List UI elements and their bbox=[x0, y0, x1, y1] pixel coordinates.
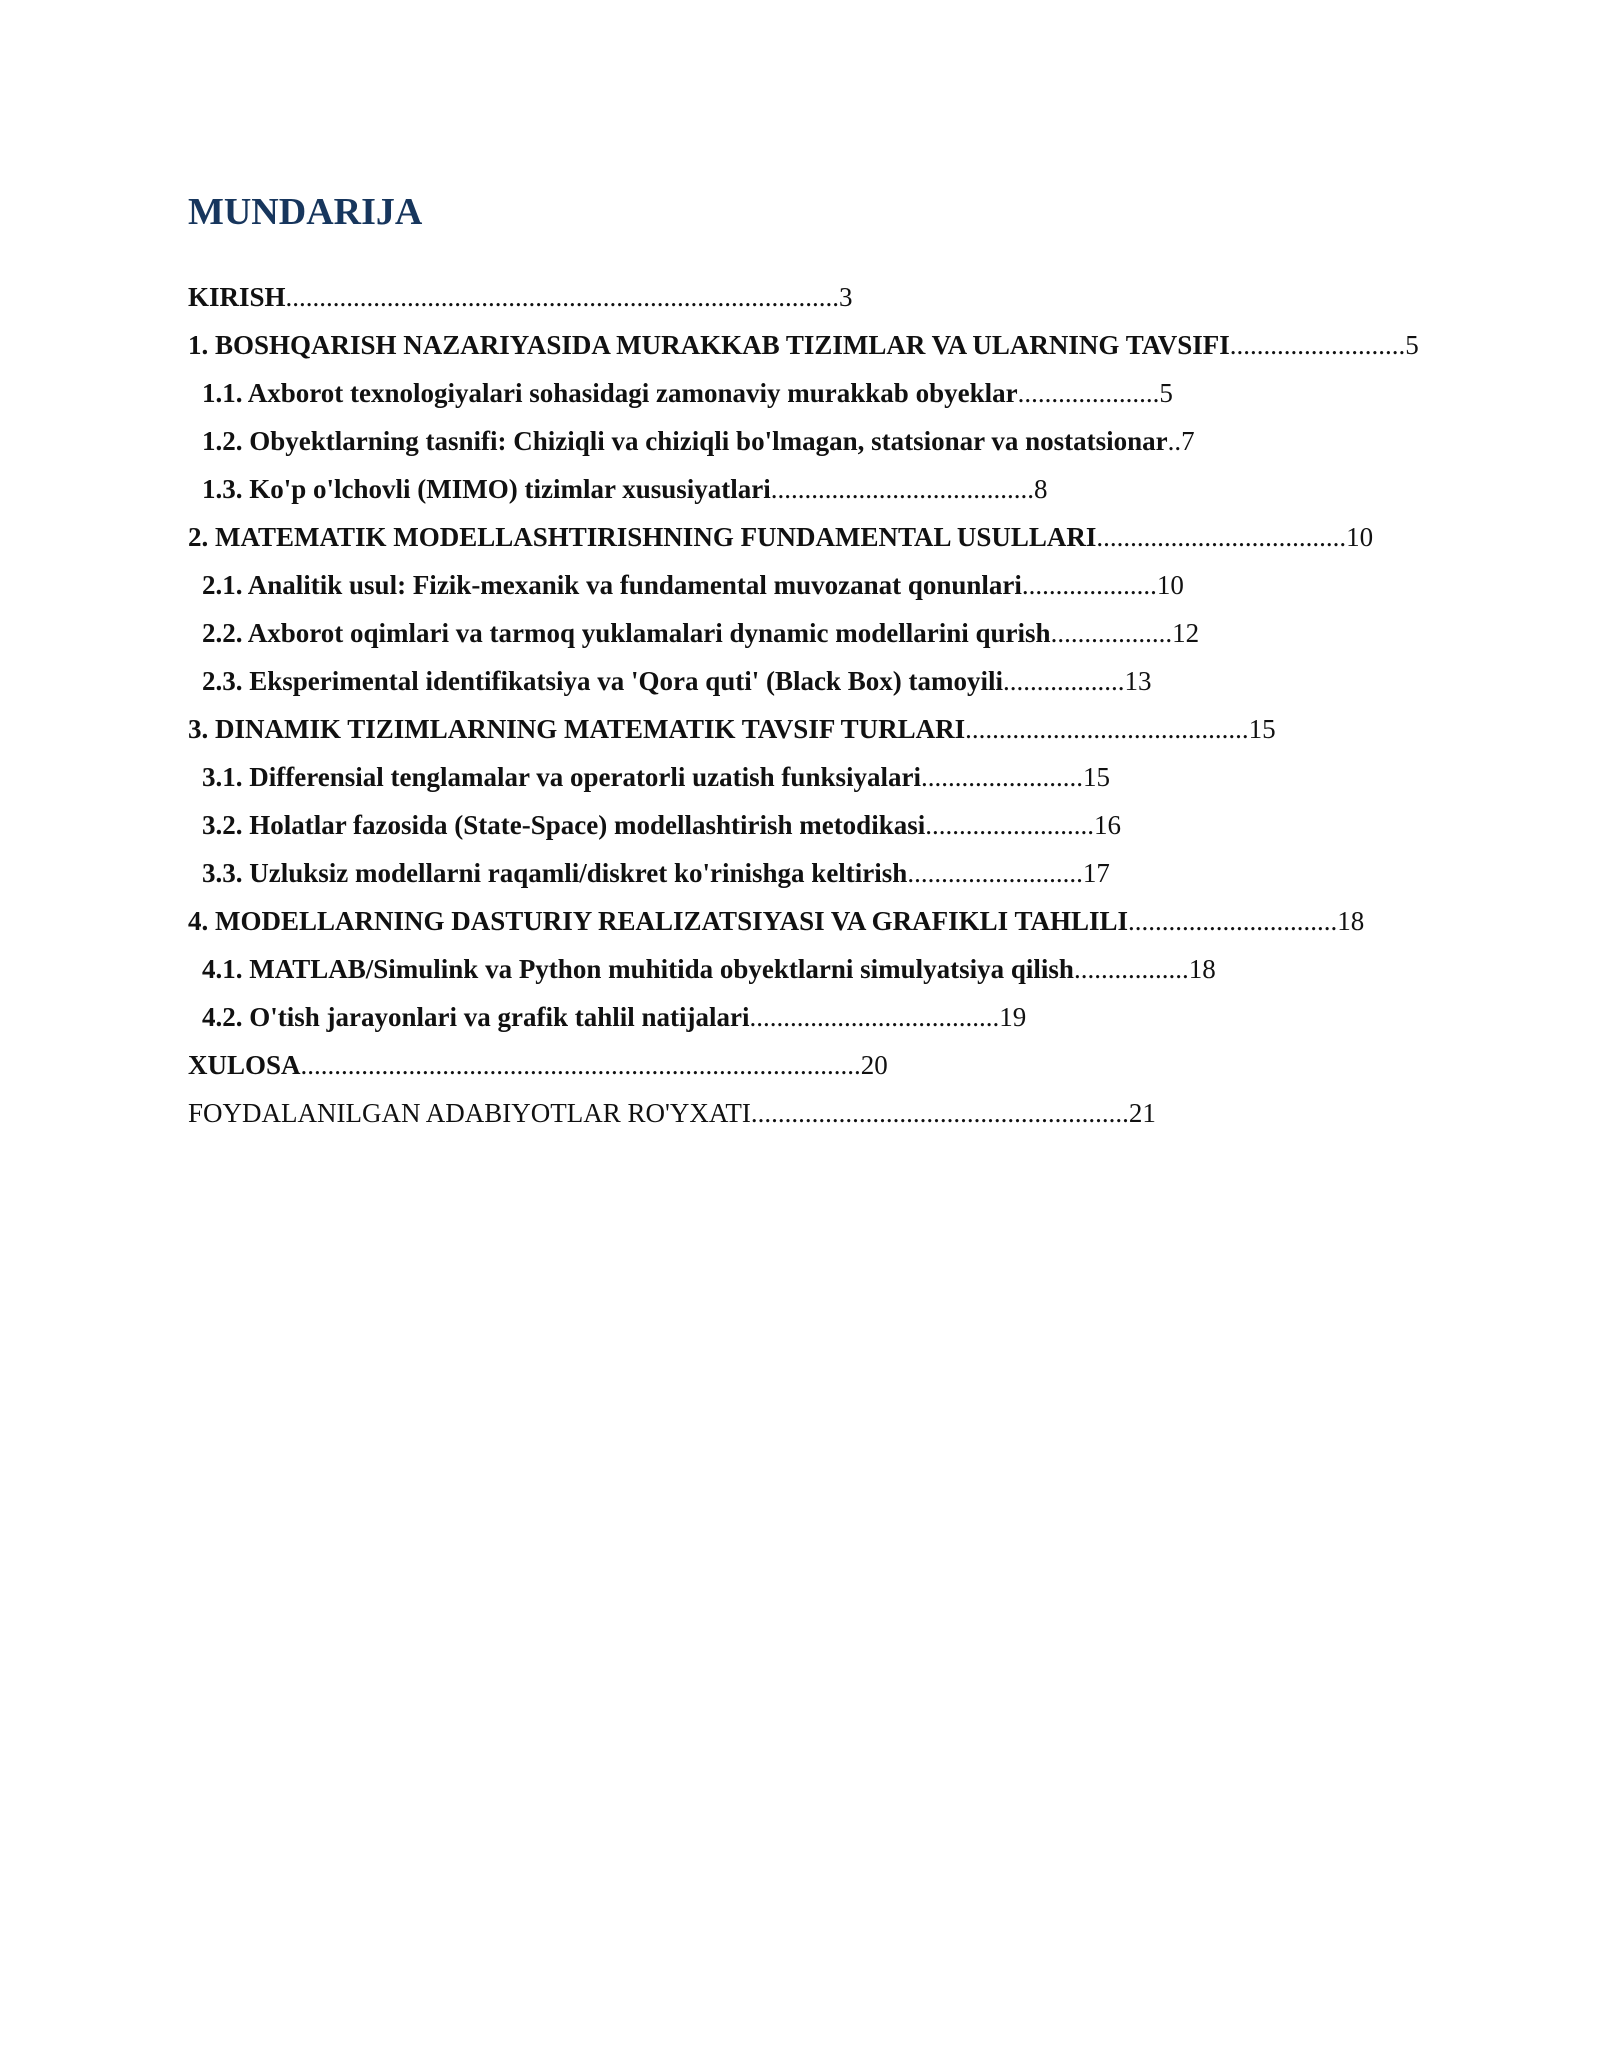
toc-entry[interactable] bbox=[188, 854, 1448, 892]
toc-page-number: 7 bbox=[1181, 426, 1195, 456]
toc-entry[interactable] bbox=[188, 566, 1448, 604]
toc-dot-leader: .......................................... bbox=[965, 714, 1249, 744]
toc-entry[interactable] bbox=[188, 710, 1448, 748]
toc-entry-title: 3.3. Uzluksiz modellarni raqamli/diskret ko'rinishga keltirish bbox=[202, 858, 908, 888]
toc-dot-leader: .................. bbox=[1003, 666, 1125, 696]
toc-dot-leader: ..................................... bbox=[1096, 522, 1347, 552]
toc-page-number: 8 bbox=[1033, 474, 1048, 504]
toc-dot-leader: ....................................... bbox=[770, 474, 1034, 504]
toc-entry-title: 1. BOSHQARISH NAZARIYASIDA MURAKKAB TIZIMLAR VA ULARNING TAVSIFI bbox=[188, 330, 1230, 360]
toc-entry[interactable] bbox=[188, 326, 1448, 364]
toc-entry[interactable] bbox=[188, 374, 1448, 412]
toc-entry[interactable] bbox=[188, 470, 1448, 508]
toc-dot-leader: ........................................................ bbox=[750, 1098, 1129, 1128]
toc-entry-title: 3.2. Holatlar fazosida (State-Space) modellashtirish metodikasi bbox=[202, 810, 926, 840]
toc-page-number: 12 bbox=[1172, 618, 1200, 648]
toc-page-number: 18 bbox=[1337, 906, 1365, 936]
toc-page-number: 18 bbox=[1188, 954, 1216, 984]
toc-entry-title: XULOSA bbox=[188, 1050, 301, 1080]
toc-entry-title: 2. MATEMATIK MODELLASHTIRISHNING FUNDAMENTAL USULLARI bbox=[188, 522, 1097, 552]
toc-entry-title: 3. DINAMIK TIZIMLARNING MATEMATIK TAVSIF TURLARI bbox=[188, 714, 966, 744]
toc-entry-title: 3.1. Differensial tenglamalar va operatorli uzatish funksiyalari bbox=[202, 762, 921, 792]
toc-entry-title: 2.3. Eksperimental identifikatsiya va 'Qora quti' (Black Box) tamoyili bbox=[202, 666, 1004, 696]
toc-page-number: 13 bbox=[1124, 666, 1152, 696]
toc-page-number: 15 bbox=[1082, 762, 1110, 792]
document-page bbox=[188, 186, 1448, 1142]
toc-entry[interactable] bbox=[188, 278, 1448, 316]
toc-page-number: 3 bbox=[839, 282, 853, 312]
toc-page-number: 10 bbox=[1346, 522, 1374, 552]
toc-entry-title: 1.1. Axborot texnologiyalari sohasidagi zamonaviy murakkab obyeklar bbox=[202, 378, 1018, 408]
page-title: MUNDARIJA bbox=[188, 191, 423, 233]
toc-dot-leader: .................. bbox=[1050, 618, 1173, 648]
table-of-contents bbox=[188, 278, 1448, 1132]
toc-dot-leader: ..................... bbox=[1017, 378, 1160, 408]
toc-entry-title: 2.2. Axborot oqimlari va tarmoq yuklamalari dynamic modellarini qurish bbox=[202, 618, 1051, 648]
toc-entry-title: 4.1. MATLAB/Simulink va Python muhitida obyektlarni simulyatsiya qilish bbox=[202, 954, 1074, 984]
toc-page-number: 19 bbox=[999, 1002, 1027, 1032]
toc-entry[interactable] bbox=[188, 518, 1448, 556]
toc-dot-leader: ................. bbox=[1073, 954, 1189, 984]
toc-dot-leader: ................................................................................... bbox=[300, 1050, 861, 1080]
toc-entry[interactable] bbox=[188, 614, 1448, 652]
toc-entry-title: 1.2. Obyektlarning tasnifi: Chiziqli va chiziqli bo'lmagan, statsionar va nostatsionar bbox=[202, 426, 1168, 456]
toc-dot-leader: ........................ bbox=[920, 762, 1083, 792]
toc-dot-leader: .................... bbox=[1021, 570, 1157, 600]
toc-entry-title: 2.1. Analitik usul: Fizik-mexanik va fundamental muvozanat qonunlari bbox=[202, 570, 1022, 600]
toc-dot-leader: ............................... bbox=[1128, 906, 1338, 936]
toc-dot-leader: .................................................................................. bbox=[285, 282, 840, 312]
toc-page-number: 17 bbox=[1082, 858, 1110, 888]
toc-page-number: 20 bbox=[860, 1050, 888, 1080]
toc-page-number: 15 bbox=[1248, 714, 1276, 744]
toc-entry-title: 4.2. O'tish jarayonlari va grafik tahlil natijalari bbox=[202, 1002, 750, 1032]
toc-entry-title: FOYDALANILGAN ADABIYOTLAR RO'YXATI bbox=[188, 1098, 751, 1128]
toc-page-number: 10 bbox=[1156, 570, 1184, 600]
toc-entry[interactable] bbox=[188, 806, 1448, 844]
toc-entry[interactable] bbox=[188, 1046, 1448, 1084]
toc-page-number: 5 bbox=[1405, 330, 1419, 360]
toc-entry[interactable] bbox=[188, 662, 1448, 700]
toc-page-number: 21 bbox=[1128, 1098, 1156, 1128]
toc-dot-leader: ......................... bbox=[925, 810, 1094, 840]
toc-dot-leader: .......................... bbox=[907, 858, 1083, 888]
toc-entry[interactable] bbox=[188, 422, 1448, 460]
toc-entry-title: KIRISH bbox=[188, 282, 286, 312]
toc-entry[interactable] bbox=[188, 902, 1448, 940]
toc-dot-leader: .......................... bbox=[1229, 330, 1406, 360]
toc-entry[interactable] bbox=[188, 758, 1448, 796]
toc-entry-title: 4. MODELLARNING DASTURIY REALIZATSIYASI VA GRAFIKLI TAHLILI bbox=[188, 906, 1128, 936]
toc-dot-leader: .. bbox=[1167, 426, 1182, 456]
toc-entry-title: 1.3. Ko'p o'lchovli (MIMO) tizimlar xususiyatlari bbox=[202, 474, 771, 504]
toc-page-number: 5 bbox=[1159, 378, 1173, 408]
toc-entry[interactable] bbox=[188, 1094, 1448, 1132]
toc-entry[interactable] bbox=[188, 950, 1448, 988]
toc-page-number: 16 bbox=[1093, 810, 1121, 840]
toc-dot-leader: ..................................... bbox=[749, 1002, 1000, 1032]
toc-entry[interactable] bbox=[188, 998, 1448, 1036]
